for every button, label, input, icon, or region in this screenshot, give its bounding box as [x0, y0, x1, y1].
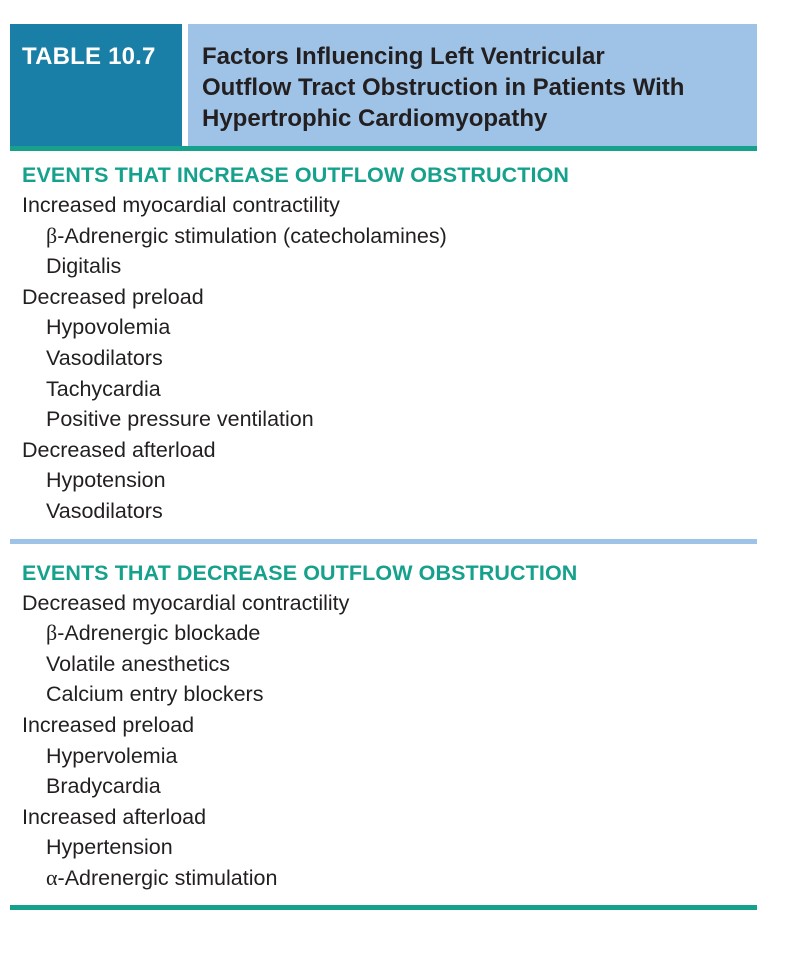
table-number-label: TABLE 10.7 — [10, 24, 182, 146]
footer-rule — [10, 905, 757, 910]
category-item — [10, 710, 757, 741]
item-text: Digitalis — [46, 254, 122, 279]
table-title-line: Hypertrophic Cardiomyopathy — [202, 105, 548, 132]
table-header — [10, 24, 757, 146]
subitem — [10, 221, 757, 252]
item-text: Positive pressure ventilation — [46, 407, 314, 432]
item-text: Hypervolemia — [46, 743, 178, 768]
table-title — [188, 24, 757, 146]
item-text: -Adrenergic blockade — [57, 621, 261, 646]
subitem — [10, 771, 757, 802]
category-item — [10, 190, 757, 221]
section-increase — [10, 151, 757, 539]
section-items — [10, 190, 757, 527]
category-item — [10, 435, 757, 466]
subitem — [10, 741, 757, 772]
item-text: Hypertension — [46, 835, 173, 860]
subitem — [10, 465, 757, 496]
item-text: Vasodilators — [46, 498, 163, 523]
item-text: Tachycardia — [46, 376, 161, 401]
category-item — [10, 802, 757, 833]
table-10-7 — [10, 24, 757, 910]
subitem — [10, 374, 757, 405]
item-text: -Adrenergic stimulation (catecholamines) — [57, 223, 447, 248]
greek-symbol: α — [46, 864, 58, 890]
item-text: Volatile anesthetics — [46, 651, 231, 676]
subitem — [10, 618, 757, 649]
table-title-line: Outflow Tract Obstruction in Patients With — [202, 74, 685, 101]
item-text: Vasodilators — [46, 345, 163, 370]
item-text: Decreased myocardial contractility — [22, 590, 350, 615]
item-text: Calcium entry blockers — [46, 682, 264, 707]
subitem — [10, 679, 757, 710]
table-title-line: Factors Influencing Left Ventricular — [202, 43, 605, 70]
section-decrease — [10, 544, 757, 906]
section-heading: EVENTS THAT INCREASE OUTFLOW OBSTRUCTION — [22, 163, 570, 187]
subitem — [10, 404, 757, 435]
subitem — [10, 251, 757, 282]
subitem — [10, 832, 757, 863]
category-item — [10, 588, 757, 619]
subitem — [10, 312, 757, 343]
category-item — [10, 282, 757, 313]
item-text: Decreased afterload — [22, 437, 216, 462]
section-items — [10, 588, 757, 894]
item-text: Hypovolemia — [46, 315, 171, 340]
subitem — [10, 863, 757, 894]
subitem — [10, 343, 757, 374]
subitem — [10, 496, 757, 527]
item-text: Increased preload — [22, 712, 195, 737]
item-text: Increased myocardial contractility — [22, 193, 340, 217]
subitem — [10, 649, 757, 680]
item-text: Decreased preload — [22, 284, 204, 309]
item-text: -Adrenergic stimulation — [57, 865, 278, 890]
item-text: Increased afterload — [22, 804, 207, 829]
greek-symbol: β — [46, 620, 58, 646]
section-heading: EVENTS THAT DECREASE OUTFLOW OBSTRUCTION — [22, 560, 578, 585]
item-text: Hypotension — [46, 468, 166, 493]
item-text: Bradycardia — [46, 774, 161, 799]
greek-symbol: β — [46, 222, 58, 248]
